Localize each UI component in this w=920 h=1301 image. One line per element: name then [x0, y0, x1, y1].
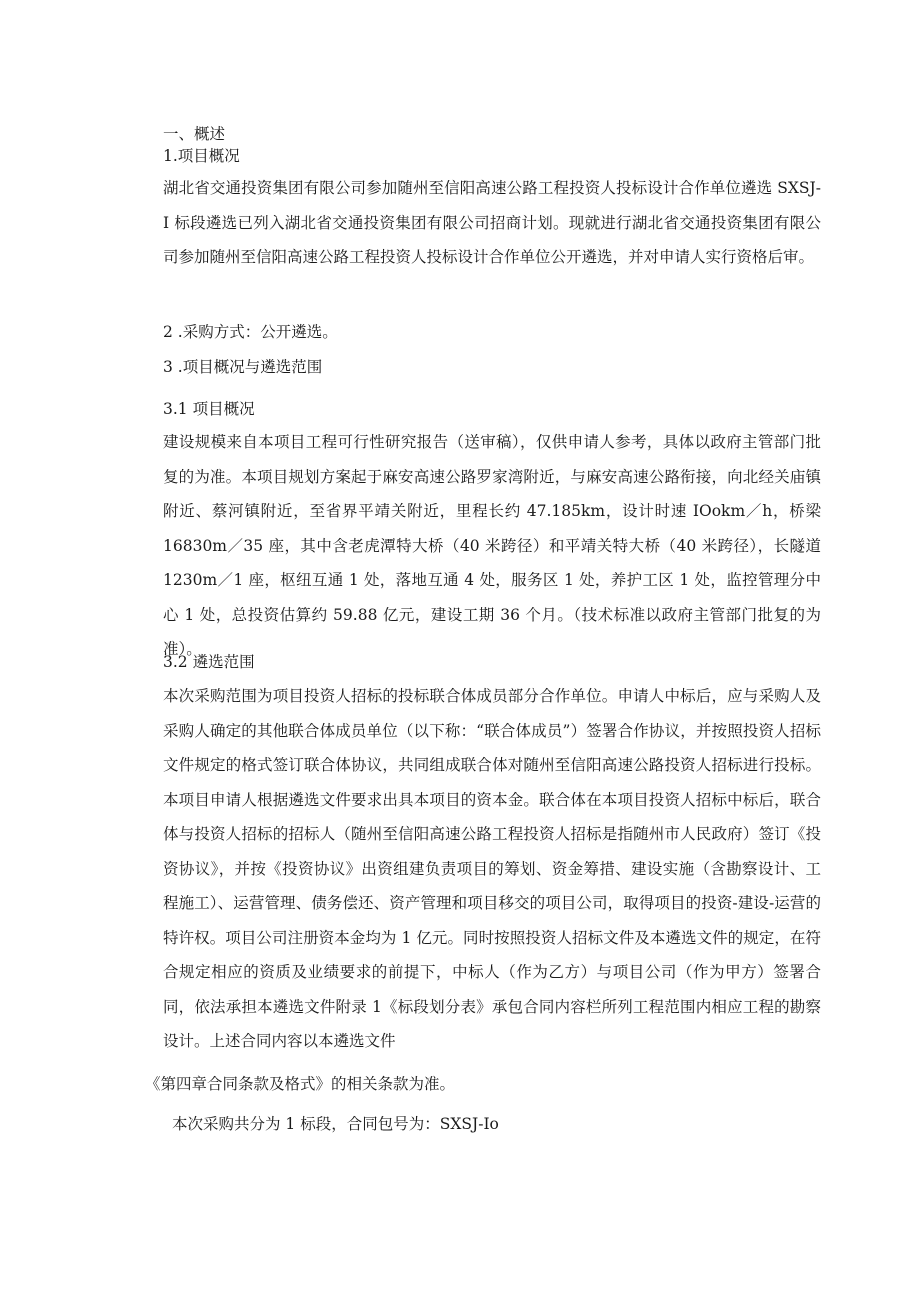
item3-2-last: 本次采购共分为 1 标段，合同包号为：SXSJ-Io	[172, 1115, 499, 1133]
section-title: 一、概述	[163, 125, 226, 143]
item3-1-body: 建设规模来自本项目工程可行性研究报告（送审稿），仅供申请人参考，具体以政府主管部门批复的为准。本项目规划方案起于麻安高速公路罗家湾附近，与麻安高速公路衔接，向北经关庙镇附近、蔡河镇附近，至省界平靖关附近，里程长约 47.185km，设计时速 IOokm／h，桥梁 16830m／35 座，其中含老虎潭特大桥（40 米跨径）和平靖关特大桥（40 米跨径），长隧道 1230m／1 座，枢纽互通 1 处，落地互通 4 处，服务区 1 处，养护工区 1 处，监控管理分中心 1 处，总投资估算约 59.88 亿元，建设工期 36 个月。（技术标准以政府主管部门批复的为准）。	[163, 433, 821, 658]
item3-2-title: 3.2 遴选范围	[163, 653, 255, 671]
item3-1-title: 3.1 项目概况	[163, 400, 255, 418]
item2-procurement-method: 2 .采购方式：公开遴选。	[163, 323, 338, 341]
item3-title: 3 .项目概况与遴选范围	[163, 358, 323, 376]
item3-2-body: 本次采购范围为项目投资人招标的投标联合体成员部分合作单位。申请人中标后，应与采购人及采购人确定的其他联合体成员单位（以下称：“联合体成员”）签署合作协议，并按照投资人招标文件规定的格式签订联合体协议，共同组成联合体对随州至信阳高速公路投资人招标进行投标。本项目申请人根据遴选文件要求出具本项目的资本金。联合体在本项目投资人招标中标后，联合体与投资人招标的招标人（随州至信阳高速公路工程投资人招标是指随州市人民政府）签订《投资协议》，并按《投资协议》出资组建负责项目的筹划、资金筹措、建设实施（含勘察设计、工程施工）、运营管理、债务偿还、资产管理和项目移交的项目公司，取得项目的投资-建设-运营的特许权。项目公司注册资本金均为 1 亿元。同时按照投资人招标文件及本遴选文件的规定，在符合规定相应的资质及业绩要求的前提下，中标人（作为乙方）与项目公司（作为甲方）签署合同，依法承担本遴选文件附录 1《标段划分表》承包合同内容栏所列工程范围内相应工程的勘察设计。上述合同内容以本遴选文件	[163, 687, 821, 1050]
item3-2-tail: 《第四章合同条款及格式》的相关条款为准。	[145, 1075, 456, 1093]
item1-title: 1.项目概况	[163, 147, 240, 165]
item1-body: 湖北省交通投资集团有限公司参加随州至信阳高速公路工程投资人投标设计合作单位遴选 SXSJ-I 标段遴选已列入湖北省交通投资集团有限公司招商计划。现就进行湖北省交通投资集团有限公司参加随州至信阳高速公路工程投资人投标设计合作单位公开遴选，并对申请人实行资格后审。	[163, 179, 821, 266]
